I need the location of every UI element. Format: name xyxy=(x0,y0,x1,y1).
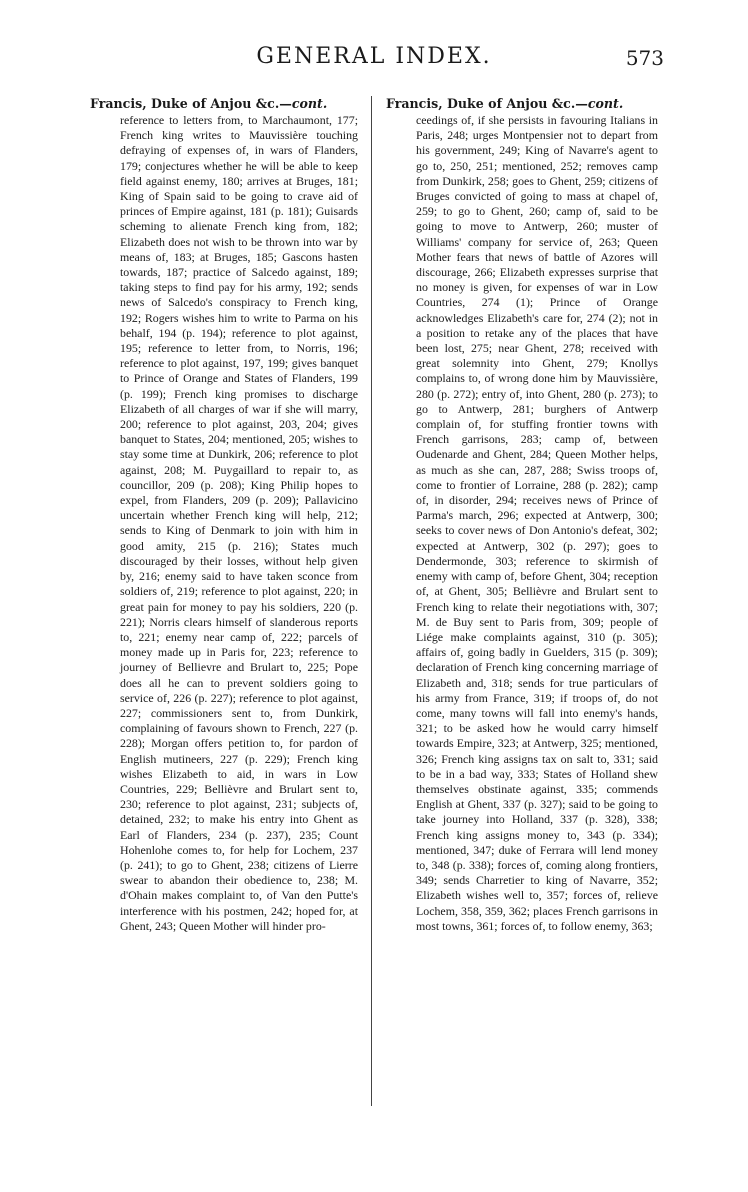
column-divider xyxy=(371,96,372,1106)
right-entry-heading xyxy=(386,96,658,112)
left-entry-heading xyxy=(90,96,358,112)
right-heading-text: Francis, Duke of Anjou &c.— xyxy=(386,96,588,111)
page-number: 573 xyxy=(625,46,664,70)
page-title: GENERAL INDEX. xyxy=(256,44,492,69)
right-heading-cont: cont. xyxy=(587,96,624,111)
right-entry-text: ceedings of, if she persists in favouring Italians in Paris, 248; urges Montpensier not to depart from his government, 249; King of Navarre's agent to go to, 250, 251; mentioned, 252; removes camp from Dunkirk, 258; goes to Ghent, 259; citizens of Bruges convicted of going to mass at chapel of, 259; to go to Ghent, 260; camp of, said to be going to move to Antwerp, 260; muster of Williams' company for service of, 263; Queen Mother fears that news of battle of Azores will discourage, 266; Elizabeth expresses surprise that no money is given, for expenses of war in Low Countries, 274 (1); Prince of Orange acknowledges Elizabeth's care for, 274 (2); not in a position to retake any of the places that have been lost, 275; near Ghent, 278; received with great solemnity into Ghent, 279; Knollys complains to, of wrong done him by Mauvissière, 280 (p. 272); entry of, into Ghent, 280 (p. 273); to go to Antwerp, 281; burghers of Antwerp complain of, for stuffing frontier towns with French garrisons, 283; camp of, between Oudenarde and Ghent, 284; Queen Mother helps, as much as she can, 287, 288; Swiss troops of, come to frontier of Lorraine, 288 (p. 282); camp of, in disorder, 294; receives news of Prince of Parma's march, 296; expected at Antwerp, 300; seeks to cover news of Don Antonio's defeat, 302; expected at Antwerp, 302 (p. 297); goes to Dendermonde, 303; reference to skirmish of enemy with camp of, before Ghent, 304; reception of, at Ghent, 305; Bellièvre and Brulart sent to French king to relate their negotiations with, 307; M. de Buy sent to Paris from, 309; people of Liége make complaints against, 310 (p. 305); affairs of, going badly in Guelders, 315 (p. 309); declaration of French king concerning marriage of Elizabeth and, 318; sends for true particulars of his army from France, 319; if troops of, do not come, many towns will fall into enemy's hands, 321; to be asked how he would carry himself towards Empire, 323; at Antwerp, 325; mentioned, 326; French king assigns tax on salt to, 331; said to be in a bad way, 333; States of Holland shew themselves obstinate against, 335; commends English at Ghent, 337 (p. 327); said to be going to take journey into Holland, 337 (p. 328), 338; French king assigns money to, 343 (p. 334); mentioned, 347; duke of Ferrara will lend money to, 348 (p. 338); forces of, coming along frontiers, 349; sends Charretier to king of Navarre, 352; Elizabeth wishes well to, 357; forces of, relieve Lochem, 358, 359, 362; places French garrisons in most towns, 361; forces of, to follow enemy, 363; xyxy=(416,113,658,933)
left-entry-text: reference to letters from, to Marchaumont, 177; French king writes to Mauvissière touching defraying of expenses of, in wars of Flanders, 179; conjectures whether he will be able to keep field against enemy, 180; arrives at Bruges, 181; King of Spain said to be going to crave aid of princes of Empire against, 181 (p. 181); Guisards scheming to alienate French king from, 182; Elizabeth does not wish to be thrown into war by means of, 183; at Bruges, 185; Gascons hasten towards, 187; practice of Salcedo against, 189; taking steps to find pay for his army, 192; sends news of Salcedo's conspiracy to French king, 192; Rogers wishes him to write to Parma on his behalf, 194 (p. 194); reference to plot against, 195; reference to letter from, to Norris, 196; reference to plot against, 197, 199; gives banquet to Prince of Orange and States of Flanders, 199 (p. 199); French king promises to discharge Elizabeth of all charges of war if she will marry, 200; reference to plot against, 203, 204; gives banquet to States, 204; mentioned, 205; wishes to stay some time at Dunkirk, 206; reference to plot against, 208; M. Puygaillard to repair to, as councillor, 209 (p. 208); King Philip hopes to expel, from Flanders, 209 (p. 209); Pallavicino uncertain whether French king will help, 212; sends to King of Denmark to join with him in good amity, 215 (p. 216); States much discouraged by their losses, without help given by, 216; enemy said to have taken sconce from soldiers of, 219; reference to plot against, 220; in great pain for money to pay his soldiers, 220 (p. 221); Norris clears himself of slanderous reports to, 221; enemy near camp of, 222; parcels of money made up in Paris for, 223; reference to journey of Bellievre and Brulart to, 225; Pope does all he can to prevent soldiers going to service of, 226 (p. 227); reference to plot against, 227; commissioners sent to, from Dunkirk, complaining of favours shown to French, 227 (p. 228); Morgan offers petition to, for pardon of English mutineers, 227 (p. 229); French king wishes Elizabeth to aid, in wars in Low Countries, 229; Bellièvre and Brulart sent to, 230; reference to plot against, 231; subjects of, detained, 232; to make his entry into Ghent as Earl of Flanders, 234 (p. 237), 235; Count Hohenlohe comes to, for help for Lochem, 237 (p. 241); to go to Ghent, 238; citizens of Lierre swear to abandon their obedience to, 238; M. d'Ohain makes complaint to, of Van den Putte's interference with his postmen, 242; hoped for, at Ghent, 243; Queen Mother will hinder pro- xyxy=(120,113,358,933)
left-heading-text: Francis, Duke of Anjou &c.— xyxy=(90,96,292,111)
left-heading-cont: cont. xyxy=(291,96,328,111)
page-header xyxy=(0,44,748,74)
left-column xyxy=(90,96,358,934)
right-column xyxy=(386,96,658,934)
